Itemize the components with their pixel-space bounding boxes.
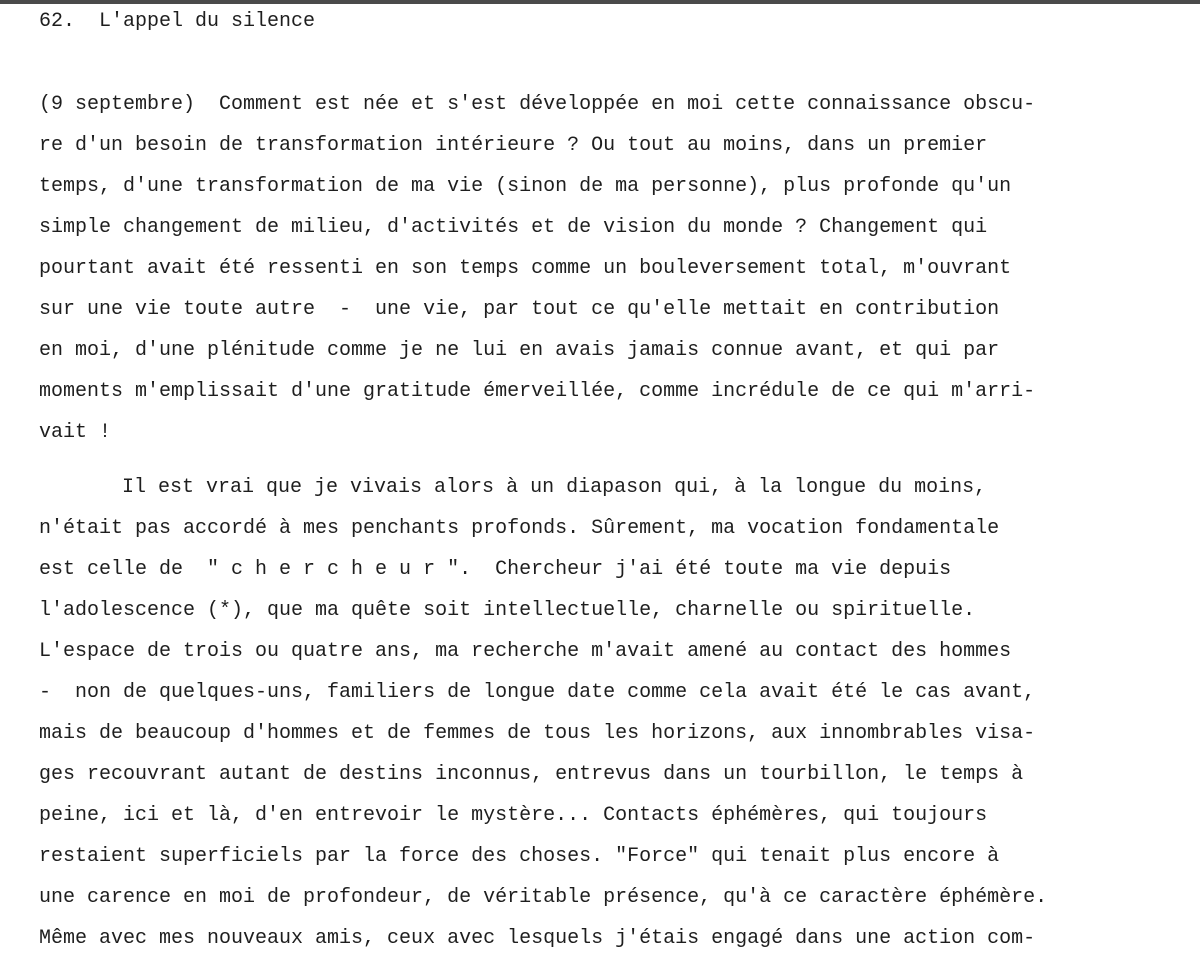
- paragraph-line: moments m'emplissait d'une gratitude émerveillée, comme incrédule de ce qui m'arri-: [39, 380, 1036, 403]
- paragraph-line: est celle de " c h e r c h e u r ". Chercheur j'ai été toute ma vie depuis: [39, 558, 952, 581]
- paragraph-line: temps, d'une transformation de ma vie (sinon de ma personne), plus profonde qu'un: [39, 175, 1012, 198]
- paragraph-line: restaient superficiels par la force des choses. "Force" qui tenait plus encore à: [39, 845, 1000, 868]
- paragraph-line: peine, ici et là, d'en entrevoir le mystère... Contacts éphémères, qui toujours: [39, 804, 988, 827]
- paragraph-line: sur une vie toute autre - une vie, par tout ce qu'elle mettait en contribution: [39, 298, 1000, 321]
- paragraph-line: pourtant avait été ressenti en son temps comme un bouleversement total, m'ouvrant: [39, 257, 1012, 280]
- section-heading: 62. L'appel du silence: [39, 10, 316, 33]
- paragraph-line: re d'un besoin de transformation intérieure ? Ou tout au moins, dans un premier: [39, 134, 988, 157]
- paragraph-line: simple changement de milieu, d'activités et de vision du monde ? Changement qui: [39, 216, 988, 239]
- paragraph-line: l'adolescence (*), que ma quête soit intellectuelle, charnelle ou spirituelle.: [39, 599, 976, 622]
- paragraph-line: - non de quelques-uns, familiers de longue date comme cela avait été le cas avant,: [39, 681, 1036, 704]
- paragraph-line: Il est vrai que je vivais alors à un diapason qui, à la longue du moins,: [122, 476, 987, 499]
- paragraph-line: ges recouvrant autant de destins inconnus, entrevus dans un tourbillon, le temps à: [39, 763, 1024, 786]
- paragraph-line: (9 septembre) Comment est née et s'est développée en moi cette connaissance obscu-: [39, 93, 1036, 116]
- paragraph-line: Même avec mes nouveaux amis, ceux avec lesquels j'étais engagé dans une action com-: [39, 927, 1036, 950]
- paragraph-line: L'espace de trois ou quatre ans, ma recherche m'avait amené au contact des hommes: [39, 640, 1012, 663]
- paragraph-line: n'était pas accordé à mes penchants profonds. Sûrement, ma vocation fondamentale: [39, 517, 1000, 540]
- paragraph-line: mais de beaucoup d'hommes et de femmes de tous les horizons, aux innombrables visa-: [39, 722, 1036, 745]
- paragraph-line: une carence en moi de profondeur, de véritable présence, qu'à ce caractère éphémère.: [39, 886, 1048, 909]
- paragraph-line: vait !: [39, 421, 112, 444]
- paragraph-line: en moi, d'une plénitude comme je ne lui en avais jamais connue avant, et qui par: [39, 339, 1000, 362]
